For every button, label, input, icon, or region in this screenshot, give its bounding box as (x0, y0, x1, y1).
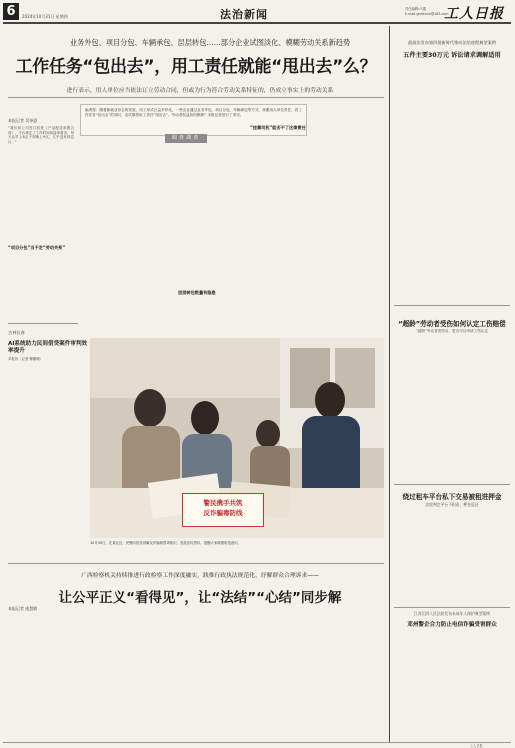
lead-byline: 本报记者 吴铎思 (8, 118, 38, 123)
brief-byline: 本报讯（记者 柳姗姗） (8, 357, 43, 361)
photo-sign-line-1: 警民携手共筑 (203, 499, 243, 507)
bottom-headline: 让公平正义“看得见”，让“法结”“心结”同步解 (58, 590, 342, 606)
lead-opening: “我们和公司签订的是《产品配送承揽合同》，平台规定了工作时间和接单要求，每天从早上8点干到晚上9点，几乎没有休息日。” (8, 126, 74, 144)
lead-kicker: 业务外包、项目分包、车辆承包、层层转包……部分企业试图淡化、模糊劳动关系新趋势 (69, 38, 351, 47)
masthead-logo: 工人日报 (444, 6, 504, 22)
right-body-3 (394, 510, 510, 605)
footer-text: 工人日报 (470, 744, 483, 748)
deck-rule (8, 97, 384, 98)
photo-sign-line-2: 反诈骗毒防线 (203, 509, 243, 517)
bottom-col-1 (8, 614, 74, 740)
lead-col-3 (160, 146, 230, 286)
header-rule (3, 22, 511, 24)
lead-subhead-2: “挂靠司机”能否不了这律责任 (250, 125, 306, 130)
bottom-col-2 (80, 614, 152, 740)
lead-col-2 (80, 142, 155, 300)
right-divider (389, 26, 390, 742)
photo-caption: 10月30日，在某社区，民警向居民讲解反诈骗和禁毒知识，发放宣传资料，提醒大家增强防范意识。 (90, 541, 242, 545)
brief-title: AI系统助力民间借贷案件审判效率提升 (8, 341, 88, 354)
issue-date: 2024年10月31日 星期四 (22, 14, 68, 19)
right-title-3: 绕过租车平台私下交易被租进押金 (402, 493, 502, 501)
brief-body (8, 357, 78, 567)
editor-info (405, 7, 449, 16)
lead-subhead-3: 层层转包数量有隐患 (178, 290, 216, 295)
right-rule-2 (394, 305, 510, 306)
bottom-col-4 (236, 614, 308, 740)
right-sub-3: 法院判定平台不担责，押金返还 (425, 502, 479, 507)
section-title: 法治新闻 (220, 8, 268, 21)
editor-name: 责任编辑:卢越 (405, 7, 426, 11)
bottom-kicker: 广西检察机关持续推进行政检察工作深度融实，践推行政执法规范化，纾解群众合理诉求—— (81, 573, 319, 579)
brief-rule (8, 323, 78, 324)
section-stamp: 调查调查 (165, 134, 207, 143)
right-kicker-4: 江苏江阴人民法院发布未成年人保护典型案例 (414, 611, 490, 616)
right-body-1 (394, 62, 510, 302)
right-title-2: “超龄”劳动者受伤如何认定工伤赔偿 (398, 320, 506, 328)
editor-note-box (80, 104, 307, 136)
brief-kicker: 吉林长春 (8, 330, 25, 335)
right-rule-3 (394, 484, 510, 485)
right-kicker-2: “超龄”劳动者受伤后，是否可以申请工伤认定 (415, 329, 488, 333)
page-number-badge: 6 (3, 3, 19, 20)
lead-subhead-1: “项目分包”当不走“劳动关系” (8, 245, 66, 250)
editor-note: 编者按：随着新就业形态的发展，用工形式日益多样化，一些企业通过业务外包、项目分包、车辆承包等方式，规避用人单位责任，将工作任务“包出去”的同时，也试图将用工责任“甩出去”。劳动者权益如何保障？本报记者进行了采访。 (85, 108, 302, 117)
footer-rule (3, 742, 511, 743)
bottom-col-5 (314, 614, 386, 740)
right-body-2 (394, 337, 510, 481)
lead-deck: 进行表示，用人单位应当依法订立劳动合同，但或为行为符合劳动关系特征的，仍成立事实上的劳动关系 (66, 88, 334, 94)
lead-headline: 工作任务“包出去”，用工责任就能“甩出去”么？ (15, 57, 377, 77)
right-rule-4 (394, 607, 510, 608)
lead-col-1 (8, 126, 74, 242)
right-title-4: 邓州警企合力防止电信诈骗受害群众 (407, 622, 497, 628)
lead-col-5 (314, 102, 386, 332)
right-title-1: 五件主要30万元 诉讼请求调解适用 (403, 52, 501, 59)
editor-email: E-mail:grrbfzxw@163.com (405, 11, 449, 16)
bottom-col-3 (158, 614, 230, 740)
bottom-byline: 本报记者 庞慧敏 (8, 606, 38, 611)
photo-sign (182, 493, 264, 527)
bottom-rule (8, 563, 384, 564)
right-kicker-1: 最高法发布第四批新时代推动法治进程典型案例 (408, 40, 496, 45)
right-body-4 (394, 631, 510, 739)
news-photo (90, 338, 384, 538)
lead-col-1b (8, 252, 74, 320)
lead-col-4 (236, 134, 308, 300)
